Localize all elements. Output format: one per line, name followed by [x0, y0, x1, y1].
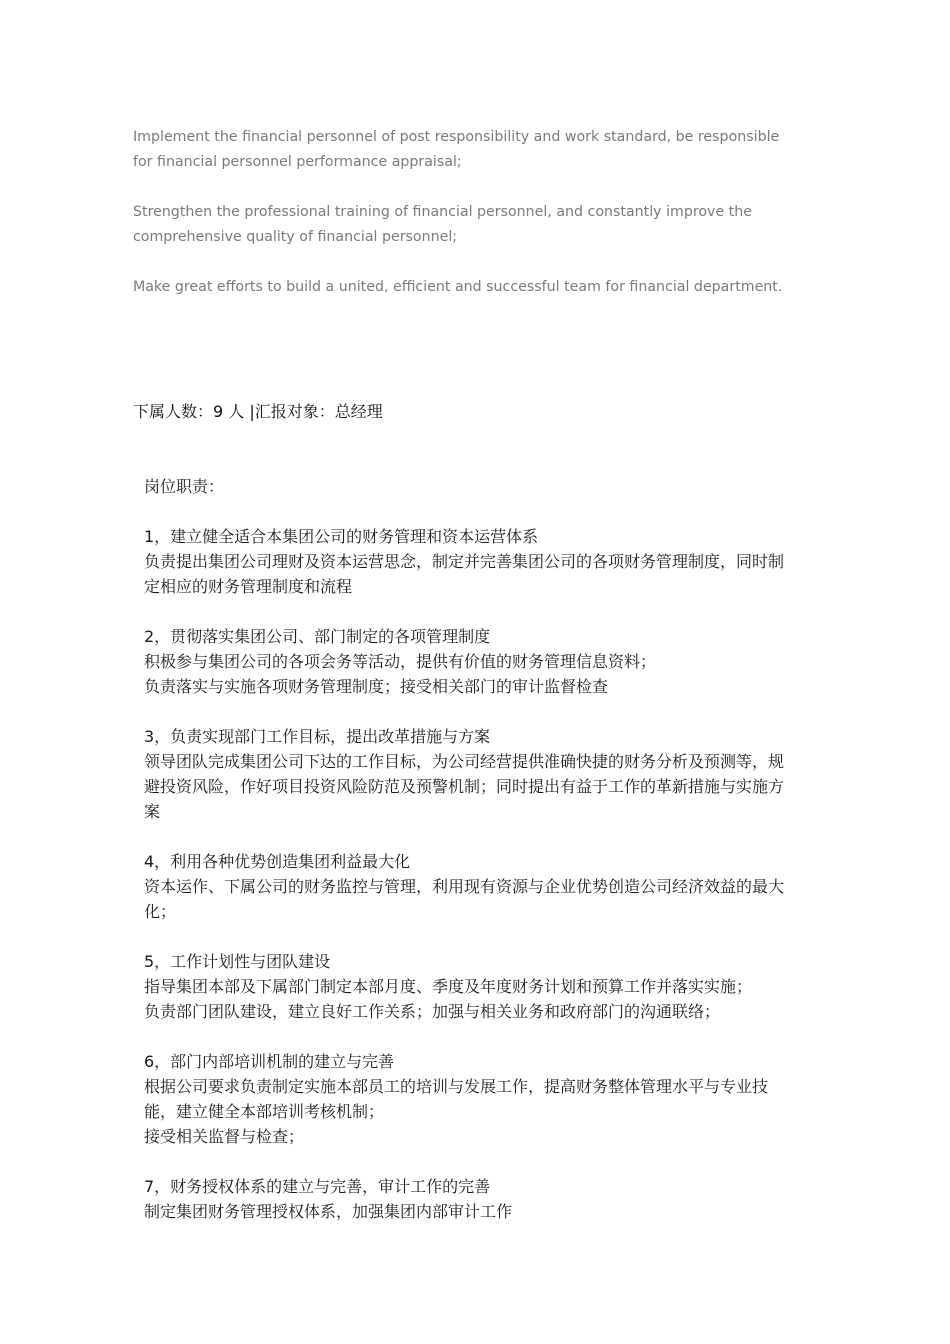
duty-line: 领导团队完成集团公司下达的工作目标，为公司经营提供准确快捷的财务分析及预测等，规 [144, 752, 785, 771]
duty-section [144, 1174, 824, 1224]
duty-section [144, 849, 824, 924]
duty-line: 积极参与集团公司的各项会务等活动，提供有价值的财务管理信息资料； [144, 652, 657, 671]
english-paragraph: Strengthen the professional training of financial personnel, and constantly improve the comprehensive quality of financial personnel; [133, 204, 752, 245]
duty-line: 化； [144, 902, 177, 921]
duty-line: 负责落实与实施各项财务管理制度；接受相关部门的审计监督检查 [144, 677, 609, 696]
duty-line: 负责部门团队建设，建立良好工作关系；加强与相关业务和政府部门的沟通联络； [144, 1002, 721, 1021]
duty-line: 指导集团本部及下属部门制定本部月度、季度及年度财务计划和预算工作并落实实施； [144, 977, 753, 996]
job-duties [144, 474, 824, 1249]
english-paragraph: Make great efforts to build a united, efficient and successful team for financial department. [133, 279, 783, 295]
duty-line: 能，建立健全本部培训考核机制； [144, 1102, 385, 1121]
duty-line: 制定集团财务管理授权体系，加强集团内部审计工作 [144, 1202, 513, 1221]
duty-section [144, 524, 824, 599]
duty-title: 6，部门内部培训机制的建立与完善 [144, 1052, 395, 1071]
english-paragraph: Implement the financial personnel of post responsibility and work standard, be responsible for financial personnel performance appraisal; [133, 129, 780, 170]
duty-line: 负责提出集团公司理财及资本运营思念，制定并完善集团公司的各项财务管理制度，同时制 [144, 552, 785, 571]
spacer [144, 499, 824, 524]
duty-line: 资本运作、下属公司的财务监控与管理，利用现有资源与企业优势创造公司经济效益的最大 [144, 877, 785, 896]
duty-section [144, 1049, 824, 1149]
duty-title: 5，工作计划性与团队建设 [144, 952, 331, 971]
duty-line: 避投资风险，作好项目投资风险防范及预警机制；同时提出有益于工作的革新措施与实施方 [144, 777, 785, 796]
duty-title: 1，建立健全适合本集团公司的财务管理和资本运营体系 [144, 527, 539, 546]
duty-line: 定相应的财务管理制度和流程 [144, 577, 353, 596]
english-responsibilities [133, 125, 813, 325]
duty-title: 3，负责实现部门工作目标，提出改革措施与方案 [144, 727, 491, 746]
duty-section [144, 724, 824, 824]
duty-title: 7，财务授权体系的建立与完善，审计工作的完善 [144, 1177, 491, 1196]
duty-title: 2，贯彻落实集团公司、部门制定的各项管理制度 [144, 627, 491, 646]
duty-line: 案 [144, 802, 161, 821]
duty-line: 接受相关监督与检查； [144, 1127, 305, 1146]
duty-section [144, 624, 824, 699]
duty-section [144, 949, 824, 1024]
duties-heading: 岗位职责： [144, 477, 225, 496]
reporting-info: 下属人数：9 人 |汇报对象：总经理 [133, 402, 383, 421]
duty-line: 根据公司要求负责制定实施本部员工的培训与发展工作，提高财务整体管理水平与专业技 [144, 1077, 769, 1096]
duty-title: 4，利用各种优势创造集团利益最大化 [144, 852, 411, 871]
